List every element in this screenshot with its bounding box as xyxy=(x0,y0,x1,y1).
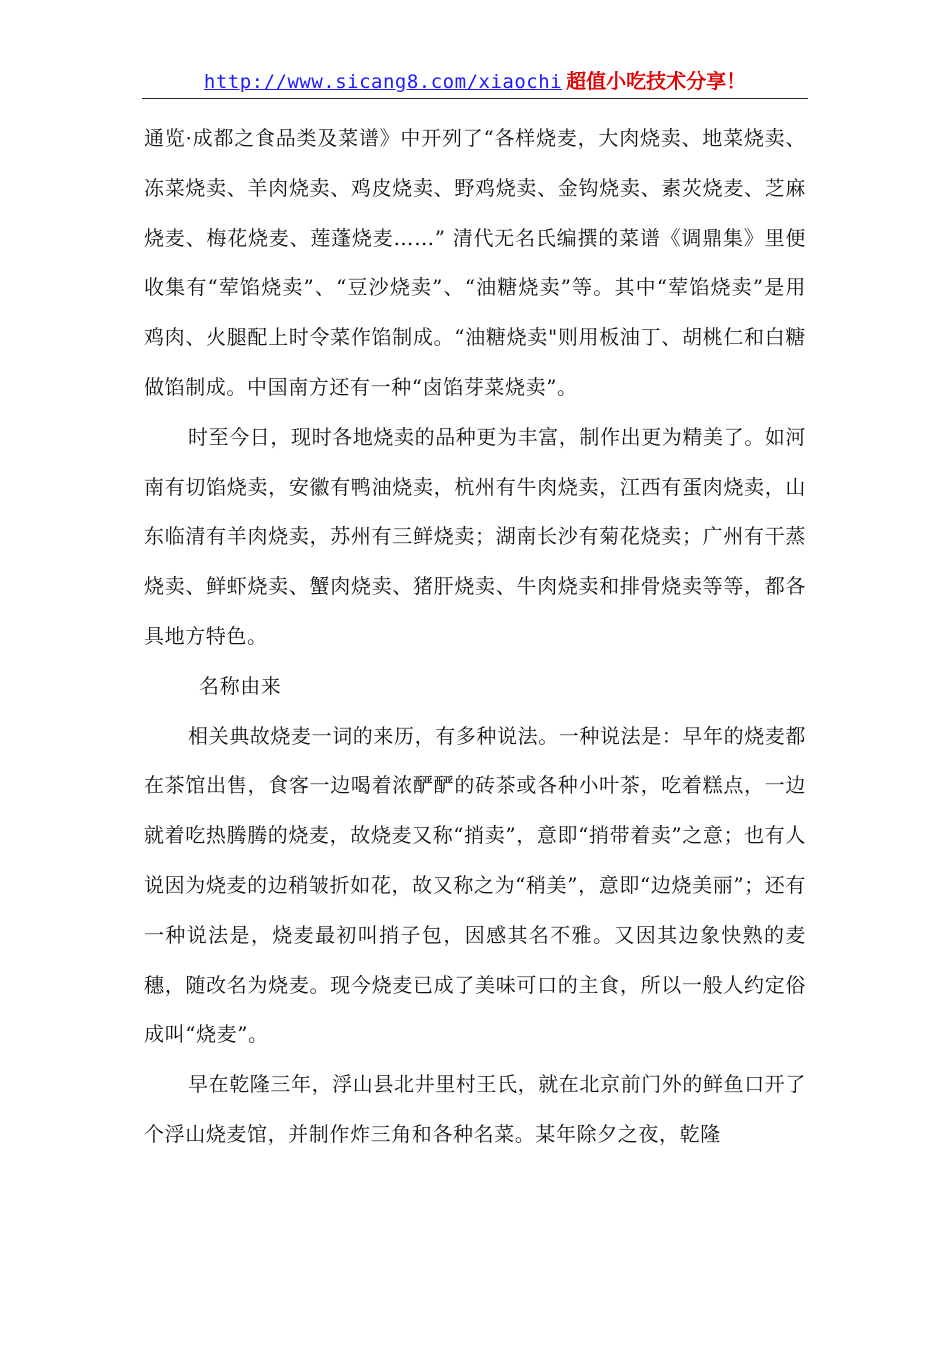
paragraph-4: 早在乾隆三年，浮山县北井里村王氏，就在北京前门外的鲜鱼口开了个浮山烧麦馆，并制作炸三角和各种名菜。某年除夕之夜，乾隆 xyxy=(144,1072,806,1146)
paragraph-1: 通览·成都之食品类及菜谱》中开列了“各样烧麦，大肉烧卖、地菜烧卖、冻菜烧卖、羊肉烧卖、鸡皮烧卖、野鸡烧卖、金钩烧卖、素苂烧麦、芝麻烧麦、梅花烧麦、莲蓬烧麦……” 清代无名氏编撰的菜谱《调鼎集》里便收集有“荤馅烧卖”、“豆沙烧卖”、“油糖烧卖”等。其中“荤馅烧卖”是用鸡肉、火腿配上时令菜作馅制成。“油糖烧卖"则用板油丁、胡桃仁和白糖做馅制成。中国南方还有一种“卤馅芽菜烧卖”。 xyxy=(144,126,806,399)
paragraph-2: 时至今日，现时各地烧卖的品种更为丰富，制作出更为精美了。如河南有切馅烧卖，安徽有鸭油烧卖，杭州有牛肉烧卖，江西有蛋肉烧卖，山东临清有羊肉烧卖，苏州有三鲜烧卖；湖南长沙有菊花烧卖；广州有干蒸烧卖、鲜虾烧卖、蟹肉烧卖、猪肝烧卖、牛肉烧卖和排骨烧卖等等，都各具地方特色。 xyxy=(144,424,806,648)
document-body xyxy=(144,114,806,1160)
section-heading: 名称由来 xyxy=(199,673,282,698)
header-slogan: 超值小吃技术分享！ xyxy=(566,69,747,93)
site-link[interactable]: http://www.sicang8.com/xiaochi xyxy=(203,71,563,93)
paragraph-3: 相关典故烧麦一词的来历，有多种说法。一种说法是：早年的烧麦都在茶馆出售，食客一边喝着浓酽酽的砖茶或各种小叶茶，吃着糕点，一边就着吃热腾腾的烧麦，故烧麦又称“捎卖”，意即“捎带着卖”之意；也有人说因为烧麦的边稍皱折如花，故又称之为“稍美”，意即“边烧美丽”；还有一种说法是，烧麦最初叫捎子包，因感其名不雅。又因其边象快熟的麦穗，随改名为烧麦。现今烧麦已成了美味可口的主食，所以一般人约定俗成叫“烧麦”。 xyxy=(144,723,806,1047)
page-header xyxy=(142,66,808,96)
header-divider xyxy=(142,98,808,99)
